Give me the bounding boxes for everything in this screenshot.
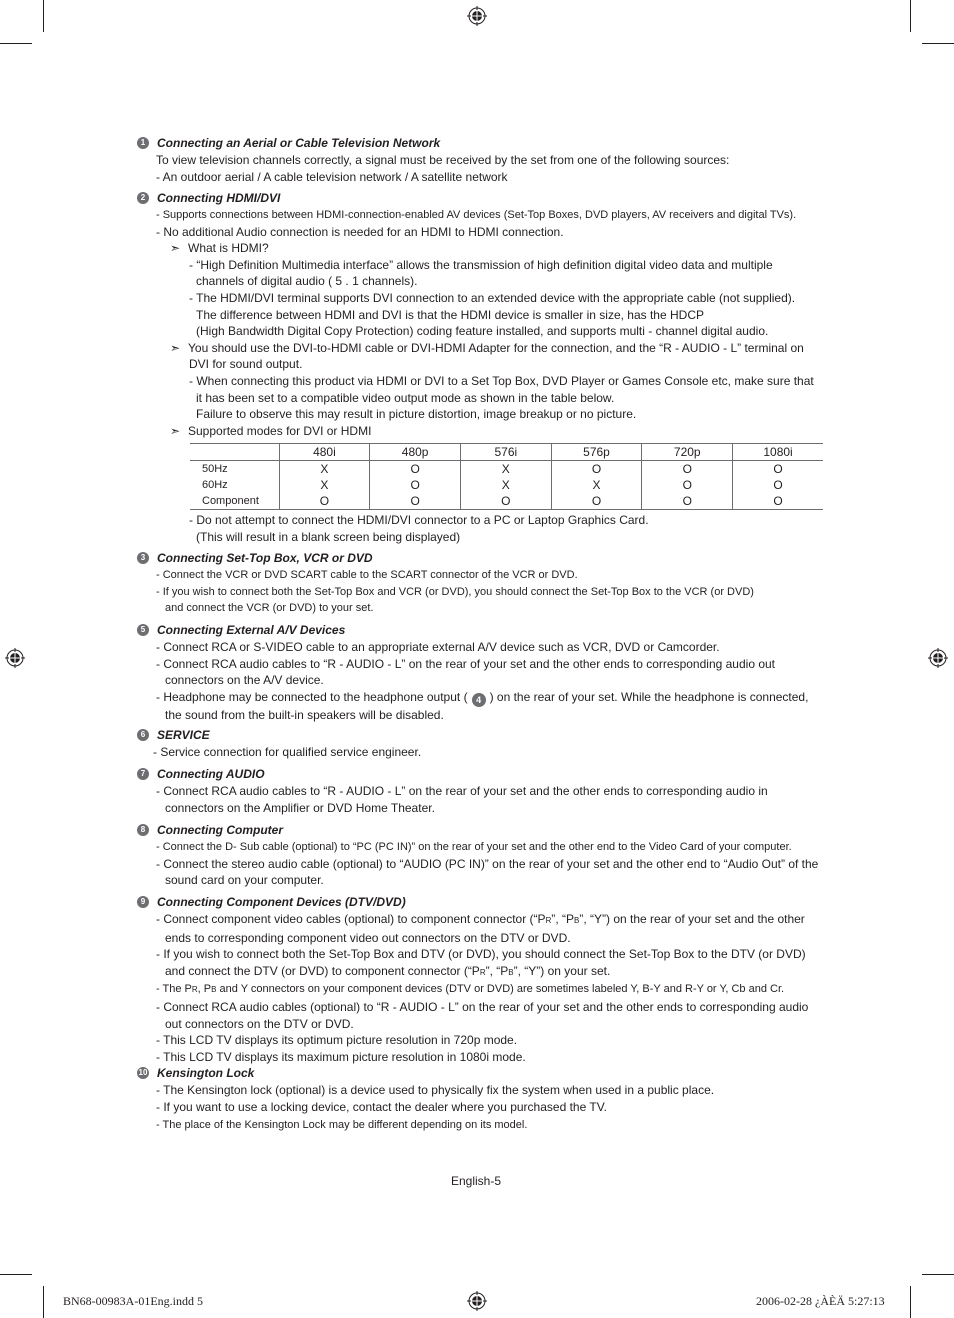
note-text: What is HDMI? <box>188 241 269 256</box>
headphone-output-badge: 4 <box>472 693 486 707</box>
body-text: and connect the VCR (or DVD) to your set. <box>165 602 374 615</box>
table-cell: O <box>642 461 733 478</box>
table-row <box>190 493 823 510</box>
supported-modes-table <box>190 443 823 510</box>
subscript-b: B <box>574 916 580 925</box>
body-text: The difference between HDMI and DVI is that the HDMI device is smaller in size, has the HDCP <box>196 307 704 322</box>
subscript-b: B <box>508 967 514 977</box>
table-cell: O <box>733 493 823 510</box>
column-header: 720p <box>642 444 733 461</box>
body-text: - “High Definition Multimedia interface” allows the transmission of high definition digital video data and multiple <box>189 257 773 272</box>
registration-mark-icon <box>467 6 487 26</box>
body-text: and connect the DTV (or DVD) to component connector (“P <box>165 963 480 978</box>
subscript-r: R <box>191 985 198 995</box>
body-text: sound card on your computer. <box>165 873 324 888</box>
body-text: DVI for sound output. <box>189 357 303 372</box>
body-text: - The HDMI/DVI terminal supports DVI connection to an extended device with the appropriate cable (not supplied). <box>189 290 796 305</box>
section-title: SERVICE <box>157 728 210 742</box>
body-text: - Do not attempt to connect the HDMI/DVI connector to a PC or Laptop Graphics Card. <box>189 513 649 527</box>
body-text: ”, “Y”) on the rear of your set and the other <box>579 912 805 926</box>
column-header: 480i <box>279 444 370 461</box>
body-text: it has been set to a compatible video output mode as shown in the table below. <box>196 390 615 405</box>
body-text: , P <box>197 983 212 996</box>
section-hdmi-dvi <box>137 191 827 439</box>
body-text: To view television channels correctly, a signal must be received by the set from one of the following sources: <box>156 153 730 167</box>
section-number-badge: 5 <box>137 624 149 636</box>
crop-mark-icon <box>0 1274 32 1275</box>
body-text: (High Bandwidth Digital Copy Protection) coding feature installed, and supports multi - channel digital audio. <box>196 324 769 339</box>
body-text: - This LCD TV displays its maximum picture resolution in 1080i mode. <box>156 1049 526 1064</box>
subscript-r: R <box>545 916 552 925</box>
body-text: - Headphone may be connected to the headphone output ( <box>156 689 468 704</box>
table-cell: X <box>279 477 370 493</box>
table-cell: X <box>551 477 642 493</box>
table-cell: O <box>460 493 551 510</box>
subscript-b: B <box>211 985 217 995</box>
section-title: Connecting External A/V Devices <box>157 623 346 637</box>
table-cell: O <box>551 461 642 478</box>
section-title: Connecting HDMI/DVI <box>157 191 281 205</box>
body-text: - Supports connections between HDMI-connection-enabled AV devices (Set-Top Boxes, DVD players, AV receivers and digital TVs). <box>156 209 797 221</box>
section-title: Connecting Set-Top Box, VCR or DVD <box>157 551 373 565</box>
section-hdmi-dvi-notes <box>137 512 827 545</box>
body-text: - Connect RCA audio cables to “R - AUDIO - L” on the rear of your set and the other ends to corresponding audio in <box>156 784 768 798</box>
subscript-r: R <box>479 967 486 977</box>
section-title: Kensington Lock <box>157 1066 255 1080</box>
note-arrow-icon: ➣ <box>170 423 181 438</box>
body-text: - If you want to use a locking device, contact the dealer where you purchased the TV. <box>156 1099 607 1114</box>
section-audio <box>137 767 827 816</box>
table-cell: O <box>642 493 733 510</box>
body-text: ”, “Y”) on your set. <box>513 963 611 978</box>
body-text: - Service connection for qualified service engineer. <box>153 745 422 759</box>
table-cell: O <box>642 477 733 493</box>
table-header-row <box>190 444 823 461</box>
section-kensington <box>137 1066 827 1132</box>
section-component <box>137 895 827 1065</box>
crop-mark-icon <box>910 1286 911 1318</box>
body-text: (This will result in a blank screen being displayed) <box>196 529 461 544</box>
table-row <box>190 461 823 478</box>
table-cell: O <box>733 461 823 478</box>
body-text: - No additional Audio connection is needed for an HDMI to HDMI connection. <box>156 224 564 239</box>
section-number-badge: 1 <box>137 137 149 149</box>
body-text: - An outdoor aerial / A cable television network / A satellite network <box>156 169 508 184</box>
registration-mark-icon <box>5 648 25 668</box>
table-cell: O <box>370 461 461 478</box>
section-number-badge: 2 <box>137 192 149 204</box>
table-cell: X <box>279 461 370 478</box>
table-cell: O <box>551 493 642 510</box>
body-text: - When connecting this product via HDMI or DVI to a Set Top Box, DVD Player or Games Console etc, make sure that <box>189 373 814 388</box>
section-number-badge: 7 <box>137 768 149 780</box>
body-text: - Connect the D- Sub cable (optional) to “PC (PC IN)” on the rear of your set and the other end to the Video Card of your computer. <box>156 841 792 853</box>
section-computer <box>137 823 827 889</box>
section-set-top-box <box>137 551 827 617</box>
body-text: ”, “P <box>485 963 509 978</box>
row-label: Component <box>190 493 279 510</box>
table-cell: O <box>370 493 461 510</box>
footer-filename: BN68-00983A-01Eng.indd 5 <box>63 1294 203 1308</box>
section-number-badge: 9 <box>137 896 149 908</box>
section-service <box>137 728 827 761</box>
note-text: You should use the DVI-to-HDMI cable or DVI-HDMI Adapter for the connection, and the “R - AUDIO - L” terminal on <box>188 340 804 355</box>
body-text: connectors on the A/V device. <box>165 673 324 688</box>
body-text: - This LCD TV displays its optimum picture resolution in 720p mode. <box>156 1033 518 1048</box>
body-text: out connectors on the DTV or DVD. <box>165 1016 354 1031</box>
section-title: Connecting Component Devices (DTV/DVD) <box>157 895 406 909</box>
crop-mark-icon <box>43 0 44 32</box>
table-cell: O <box>733 477 823 493</box>
crop-mark-icon <box>43 1286 44 1318</box>
body-text: the sound from the built-in speakers will be disabled. <box>165 707 444 722</box>
body-text: - Connect RCA or S-VIDEO cable to an appropriate external A/V device such as VCR, DVD or Camcorder. <box>156 640 720 654</box>
body-text: and Y connectors on your component devices (DTV or DVD) are sometimes labeled Y, B-Y and R-Y or Y, Cb and Cr. <box>216 983 785 996</box>
column-header: 1080i <box>733 444 823 461</box>
row-label: 60Hz <box>202 479 228 491</box>
table-cell: X <box>460 461 551 478</box>
table-cell: X <box>460 477 551 493</box>
section-number-badge: 6 <box>137 729 149 741</box>
body-text: - If you wish to connect both the Set-Top Box and VCR (or DVD), you should connect the Set-Top Box to the VCR (or DVD) <box>156 585 754 598</box>
section-title: Connecting AUDIO <box>157 767 265 781</box>
section-aerial <box>137 136 827 185</box>
section-title: Connecting Computer <box>157 823 283 837</box>
note-text: Supported modes for DVI or HDMI <box>188 423 372 438</box>
table-corner-cell <box>190 444 279 461</box>
page-number: English-5 <box>451 1174 502 1188</box>
body-text: - The P <box>156 983 192 996</box>
body-text: - The Kensington lock (optional) is a device used to physically fix the system when used in a public place. <box>156 1083 715 1097</box>
body-text: ”, “P <box>551 912 575 926</box>
note-arrow-icon: ➣ <box>170 340 181 355</box>
column-header: 480p <box>370 444 461 461</box>
body-text: ends to corresponding component video out connectors on the DTV or DVD. <box>165 930 571 945</box>
registration-mark-icon <box>467 1291 487 1311</box>
body-text: connectors on the Amplifier or DVD Home Theater. <box>165 800 435 815</box>
section-number-badge: 8 <box>137 824 149 836</box>
footer-timestamp: 2006-02-28 ¿ÀÈÄ 5:27:13 <box>756 1294 885 1308</box>
body-text: - Connect component video cables (optional) to component connector (“P <box>156 912 546 926</box>
body-text: ) on the rear of your set. While the headphone is connected, <box>489 689 809 704</box>
body-text: - The place of the Kensington Lock may be different depending on its model. <box>156 1119 528 1132</box>
crop-mark-icon <box>910 0 911 32</box>
body-text: - Connect the VCR or DVD SCART cable to the SCART connector of the VCR or DVD. <box>156 569 578 581</box>
crop-mark-icon <box>922 1274 954 1275</box>
section-title: Connecting an Aerial or Cable Television Network <box>157 136 441 150</box>
crop-mark-icon <box>0 43 32 44</box>
column-header: 576p <box>551 444 642 461</box>
table-row <box>190 477 823 493</box>
body-text: channels of digital audio ( 5 . 1 channels). <box>196 274 418 289</box>
registration-mark-icon <box>928 648 948 668</box>
section-number-badge: 3 <box>137 552 149 564</box>
table-cell: O <box>279 493 370 510</box>
column-header: 576i <box>460 444 551 461</box>
crop-mark-icon <box>922 43 954 44</box>
body-text: - Connect the stereo audio cable (optional) to “AUDIO (PC IN)” on the rear of your set and the other end to “Audio Out” of the <box>156 856 819 871</box>
body-text: Failure to observe this may result in picture distortion, image breakup or no picture. <box>196 407 637 422</box>
note-arrow-icon: ➣ <box>170 241 181 256</box>
section-number-badge: 10 <box>138 1068 148 1077</box>
body-text: - Connect RCA audio cables (optional) to “R - AUDIO - L” on the rear of your set and the other ends to corresponding audio <box>156 999 809 1014</box>
row-label: 50Hz <box>202 463 228 475</box>
body-text: - If you wish to connect both the Set-Top Box and DTV (or DVD), you should connect the Set-Top Box to the DTV (or DVD) <box>156 947 806 962</box>
table-cell: O <box>370 477 461 493</box>
body-text: - Connect RCA audio cables to “R - AUDIO - L” on the rear of your set and the other ends to corresponding audio out <box>156 656 776 671</box>
section-external-av <box>137 623 827 723</box>
